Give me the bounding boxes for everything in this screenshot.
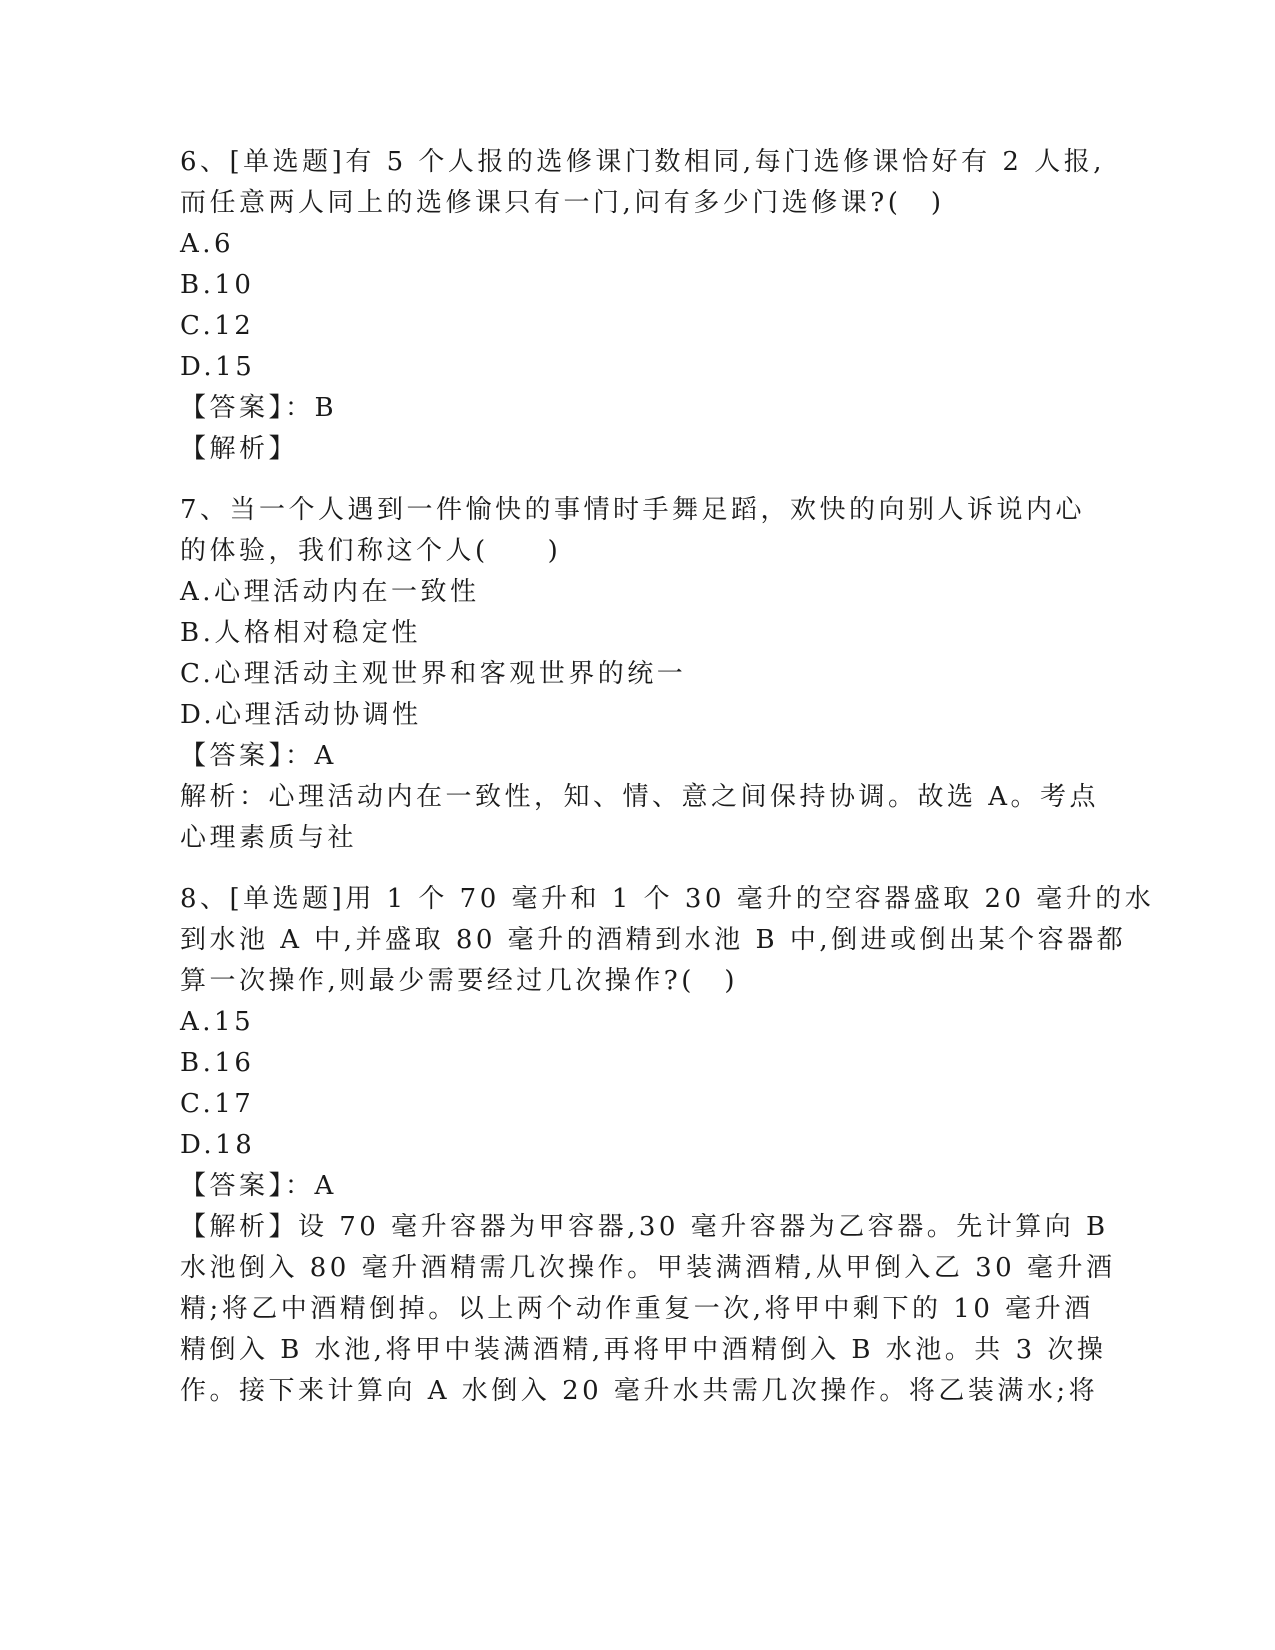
option-d: D.18: [180, 1130, 256, 1160]
question-stem-line: 6、[单选题]有 5 个人报的选修课门数相同,每门选修课恰好有 2 人报,: [180, 147, 1106, 177]
analysis-line: 精;将乙中酒精倒掉。以上两个动作重复一次,将甲中剩下的 10 毫升酒: [180, 1294, 1094, 1324]
question-stem-line: 8、[单选题]用 1 个 70 毫升和 1 个 30 毫升的空容器盛取 20 毫升的水: [180, 884, 1155, 914]
analysis-line: 【解析】设 70 毫升容器为甲容器,30 毫升容器为乙容器。先计算向 B: [180, 1212, 1109, 1242]
option-d: D.心理活动协调性: [180, 700, 422, 730]
question-stem-line: 7、当一个人遇到一件愉快的事情时手舞足蹈，欢快的向别人诉说内心: [180, 495, 1086, 525]
option-a: A.15: [180, 1007, 255, 1037]
analysis-line: 心理素质与社: [180, 823, 358, 853]
option-a: A.6: [180, 229, 235, 259]
question-stem-line: 算一次操作,则最少需要经过几次操作?( ): [180, 966, 738, 996]
option-a: A.心理活动内在一致性: [180, 577, 480, 607]
option-b: B.人格相对稳定性: [180, 618, 421, 648]
option-c: C.12: [180, 311, 255, 341]
option-b: B.16: [180, 1048, 255, 1078]
answer-line: 【答案】：A: [180, 1171, 337, 1201]
option-d: D.15: [180, 352, 256, 382]
document-page: [180, 142, 1155, 1412]
analysis-line: 精倒入 B 水池,将甲中装满酒精,再将甲中酒精倒入 B 水池。共 3 次操: [180, 1335, 1107, 1365]
answer-line: 【答案】：B: [180, 393, 338, 423]
analysis-line: 作。接下来计算向 A 水倒入 20 毫升水共需几次操作。将乙装满水;将: [180, 1376, 1099, 1406]
question-stem-line: 的体验，我们称这个人( ): [180, 536, 562, 566]
question-block: [180, 142, 1106, 470]
analysis-line: 水池倒入 80 毫升酒精需几次操作。甲装满酒精,从甲倒入乙 30 毫升酒: [180, 1253, 1116, 1283]
option-c: C.17: [180, 1089, 255, 1119]
question-block: [180, 879, 1155, 1412]
question-stem-line: 到水池 A 中,并盛取 80 毫升的酒精到水池 B 中,倒进或倒出某个容器都: [180, 925, 1127, 955]
question-block: [180, 490, 1100, 859]
analysis-line: 【解析】: [180, 434, 299, 464]
answer-line: 【答案】：A: [180, 741, 337, 771]
analysis-line: 解析：心理活动内在一致性，知、情、意之间保持协调。故选 A。考点: [180, 782, 1100, 812]
option-b: B.10: [180, 270, 255, 300]
question-stem-line: 而任意两人同上的选修课只有一门,问有多少门选修课?( ): [180, 188, 945, 218]
option-c: C.心理活动主观世界和客观世界的统一: [180, 659, 687, 689]
